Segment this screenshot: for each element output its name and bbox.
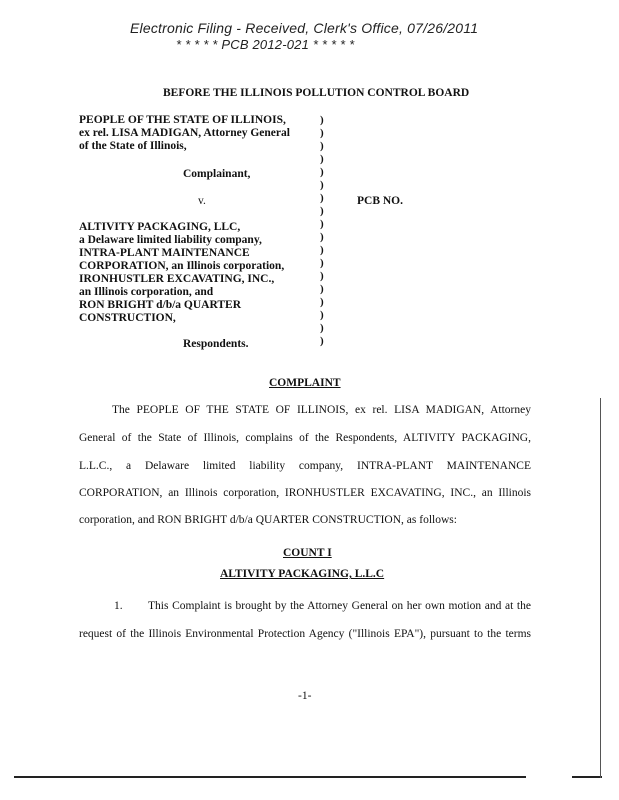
board-title: BEFORE THE ILLINOIS POLLUTION CONTROL BOARD (163, 87, 470, 99)
paragraph-line: request of the Illinois Environmental Protection Agency ("Illinois EPA"), pursuant to the terms (79, 628, 531, 640)
respondent-line: CORPORATION, an Illinois corporation, (79, 260, 285, 272)
paragraph-line: This Complaint is brought by the Attorney General on her own motion and at the (148, 600, 531, 612)
caption-paren: ) (320, 205, 324, 217)
complainant-label: Complainant, (183, 168, 251, 180)
caption-paren: ) (320, 270, 324, 282)
intro-line: General of the State of Illinois, complains of the Respondents, ALTIVITY PACKAGING, (79, 432, 531, 444)
caption-paren: ) (320, 257, 324, 269)
caption-respondents (79, 221, 284, 325)
respondent-line: an Illinois corporation, and (79, 286, 214, 298)
caption-paren: ) (320, 218, 324, 230)
complaint-title: COMPLAINT (269, 377, 341, 389)
caption-paren: ) (320, 244, 324, 256)
pcb-stamp: * * * * * PCB 2012-021 * * * * * (176, 37, 355, 52)
caption-paren: ) (320, 179, 324, 191)
caption-paren: ) (320, 114, 324, 126)
caption-paren-column (320, 114, 324, 348)
caption-paren: ) (320, 283, 324, 295)
caption-paren: ) (320, 140, 324, 152)
caption-left (79, 114, 290, 153)
caption-paren: ) (320, 166, 324, 178)
caption-paren: ) (320, 153, 324, 165)
caption-paren: ) (320, 231, 324, 243)
filing-stamp: Electronic Filing - Received, Clerk's Office, 07/26/2011 (130, 20, 479, 36)
caption-paren: ) (320, 322, 324, 334)
caption-paren: ) (320, 192, 324, 204)
count-subtitle: ALTIVITY PACKAGING, L.L.C (220, 568, 385, 580)
versus-label: v. (198, 195, 206, 207)
caption-paren: ) (320, 335, 324, 347)
complainant-line: PEOPLE OF THE STATE OF ILLINOIS, (79, 114, 286, 126)
intro-line: corporation, and RON BRIGHT d/b/a QUARTER CONSTRUCTION, as follows: (79, 514, 457, 526)
count-title: COUNT I (283, 547, 332, 559)
respondent-line: IRONHUSTLER EXCAVATING, INC., (79, 273, 275, 285)
page-number: -1- (298, 690, 312, 702)
intro-line: The PEOPLE OF THE STATE OF ILLINOIS, ex rel. LISA MADIGAN, Attorney (112, 404, 531, 416)
respondent-line: ALTIVITY PACKAGING, LLC, (79, 221, 241, 233)
intro-line: L.L.C., a Delaware limited liability company, INTRA-PLANT MAINTENANCE (79, 460, 531, 472)
case-number-label: PCB NO. (357, 195, 403, 207)
caption-paren: ) (320, 296, 324, 308)
scan-edge-bottom (14, 776, 526, 778)
caption-paren: ) (320, 127, 324, 139)
respondent-line: INTRA-PLANT MAINTENANCE (79, 247, 250, 259)
caption-paren: ) (320, 309, 324, 321)
paragraph-number: 1. (114, 600, 123, 612)
respondent-label: Respondents. (183, 338, 249, 350)
complainant-line: ex rel. LISA MADIGAN, Attorney General (79, 127, 290, 139)
respondent-line: a Delaware limited liability company, (79, 234, 262, 246)
scan-edge-bottom-right (572, 776, 602, 778)
intro-line: CORPORATION, an Illinois corporation, IRONHUSTLER EXCAVATING, INC., an Illinois (79, 487, 531, 499)
complainant-line: of the State of Illinois, (79, 140, 187, 152)
respondent-line: CONSTRUCTION, (79, 312, 176, 324)
scan-edge-right (600, 398, 601, 778)
respondent-line: RON BRIGHT d/b/a QUARTER (79, 299, 242, 311)
